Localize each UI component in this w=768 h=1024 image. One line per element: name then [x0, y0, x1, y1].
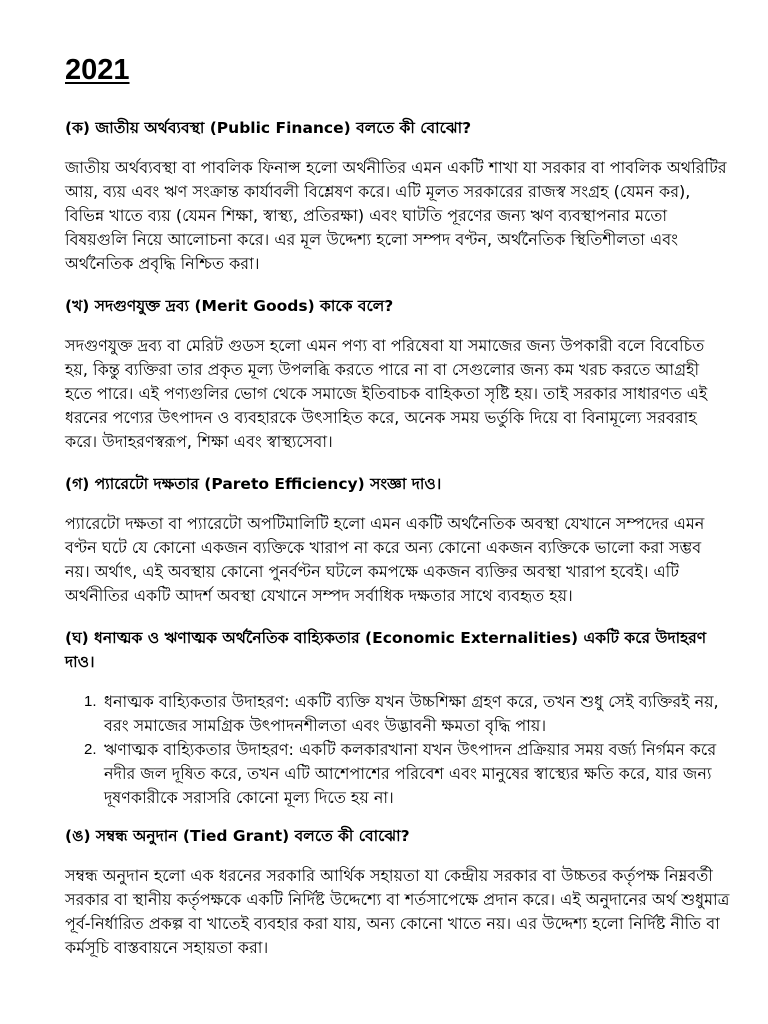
list-item	[65, 738, 730, 810]
answer-paragraph: সদগুণযুক্ত দ্রব্য বা মেরিট গুডস হলো এমন পণ্য বা পরিষেবা যা সমাজের জন্য উপকারী বলে বিবেচিত হয়, কিন্তু ব্যক্তিরা তার প্রকৃত মূল্য উপলব্ধি করতে পারে না বা সেগুলোর জন্য কম খরচ করতে আগ্রহী হতে পারে। এই পণ্যগুলির ভোগ থেকে সমাজে ইতিবাচক বাহিকতা সৃষ্টি হয়। তাই সরকার সাধারণত এই ধরনের পণ্যের উৎপাদন ও ব্যবহারকে উৎসাহিত করে, অনেক সময় ভর্তুকি দিয়ে বা বিনামূল্যে সরবরাহ করে। উদাহরণস্বরূপ, শিক্ষা এবং স্বাস্থ্যসেবা।	[65, 336, 708, 451]
question-heading: (ক) জাতীয় অর্থব্যবস্থা (Public Finance) বলতে কী বোঝো?	[65, 119, 472, 137]
question-heading: (ঘ) ধনাত্মক ও ঋণাত্মক অর্থনৈতিক বাহ্যিকতার (Economic Externalities) একটি করে উদাহরণ দাও।	[65, 629, 707, 671]
question-heading: (খ) সদগুণযুক্ত দ্রব্য (Merit Goods) কাকে বলে?	[65, 297, 394, 315]
section-gha	[65, 626, 730, 810]
list-number: 1.	[84, 693, 97, 710]
list-item-text: ঋণাত্মক বাহ্যিকতার উদাহরণ: একটি কলকারখানা যখন উৎপাদন প্রক্রিয়ার সময় বর্জ্য নির্গমন করে নদীর জল দূষিত করে, তখন এটি আশেপাশের পরিবেশ এবং মানুষের স্বাস্থ্যের ক্ষতি করে, যার জন্য দূষণকারীকে সরাসরি কোনো মূল্য দিতে হয় না।	[104, 740, 717, 807]
list-item-text: ধনাত্মক বাহ্যিকতার উদাহরণ: একটি ব্যক্তি যখন উচ্চশিক্ষা গ্রহণ করে, তখন শুধু সেই ব্যক্তিরই নয়, বরং সমাজের সামগ্রিক উৎপাদনশীলতা এবং উদ্ভাবনী ক্ষমতা বৃদ্ধি পায়।	[104, 692, 719, 735]
document-page	[65, 52, 730, 978]
year-heading: 2021	[65, 54, 130, 86]
list-item	[65, 690, 730, 738]
list-number: 2.	[84, 741, 97, 758]
section-kha	[65, 294, 730, 454]
section-ga	[65, 472, 730, 608]
question-heading: (ঙ) সম্বন্ধ অনুদান (Tied Grant) বলতে কী বোঝো?	[65, 827, 410, 845]
answer-paragraph: প্যারেটো দক্ষতা বা প্যারেটো অপটিমালিটি হলো এমন একটি অর্থনৈতিক অবস্থা যেখানে সম্পদের এমন বণ্টন ঘটে যে কোনো একজন ব্যক্তিকে খারাপ না করে অন্য কোনো একজন ব্যক্তিকে ভালো করা সম্ভব নয়। অর্থাৎ, এই অবস্থায় কোনো পুনর্বণ্টন ঘটলে কমপক্ষে একজন ব্যক্তির অবস্থা খারাপ হবেই। এটি অর্থনীতির একটি আদর্শ অবস্থা যেখানে সম্পদ সর্বাধিক দক্ষতার সাথে ব্যবহৃত হয়।	[65, 514, 705, 605]
answer-paragraph: জাতীয় অর্থব্যবস্থা বা পাবলিক ফিনান্স হলো অর্থনীতির এমন একটি শাখা যা সরকার বা পাবলিক অথরিটির আয়, ব্যয় এবং ঋণ সংক্রান্ত কার্যাবলী বিশ্লেষণ করে। এটি মূলত সরকারের রাজস্ব সংগ্রহ (যেমন কর), বিভিন্ন খাতে ব্যয় (যেমন শিক্ষা, স্বাস্থ্য, প্রতিরক্ষা) এবং ঘাটতি পূরণের জন্য ঋণ ব্যবস্থাপনার মতো বিষয়গুলি নিয়ে আলোচনা করে। এর মূল উদ্দেশ্য হলো সম্পদ বণ্টন, অর্থনৈতিক স্থিতিশীলতা এবং অর্থনৈতিক প্রবৃদ্ধি নিশ্চিত করা।	[65, 158, 727, 273]
section-ka	[65, 116, 730, 276]
examples-list	[65, 690, 730, 810]
answer-paragraph: সম্বন্ধ অনুদান হলো এক ধরনের সরকারি আর্থিক সহায়তা যা কেন্দ্রীয় সরকার বা উচ্চতর কর্তৃপক্ষ নিম্নবর্তী সরকার বা স্থানীয় কর্তৃপক্ষকে একটি নির্দিষ্ট উদ্দেশ্যে বা শর্তসাপেক্ষে প্রদান করে। এই অনুদানের অর্থ শুধুমাত্র পূর্ব-নির্ধারিত প্রকল্প বা খাতেই ব্যবহার করা যায়, অন্য কোনো খাতে নয়। এর উদ্দেশ্য হলো নির্দিষ্ট নীতি বা কর্মসূচি বাস্তবায়নে সহায়তা করা।	[65, 866, 730, 957]
section-uma	[65, 824, 730, 960]
question-heading: (গ) প্যারেটো দক্ষতার (Pareto Efficiency) সংজ্ঞা দাও।	[65, 475, 442, 493]
